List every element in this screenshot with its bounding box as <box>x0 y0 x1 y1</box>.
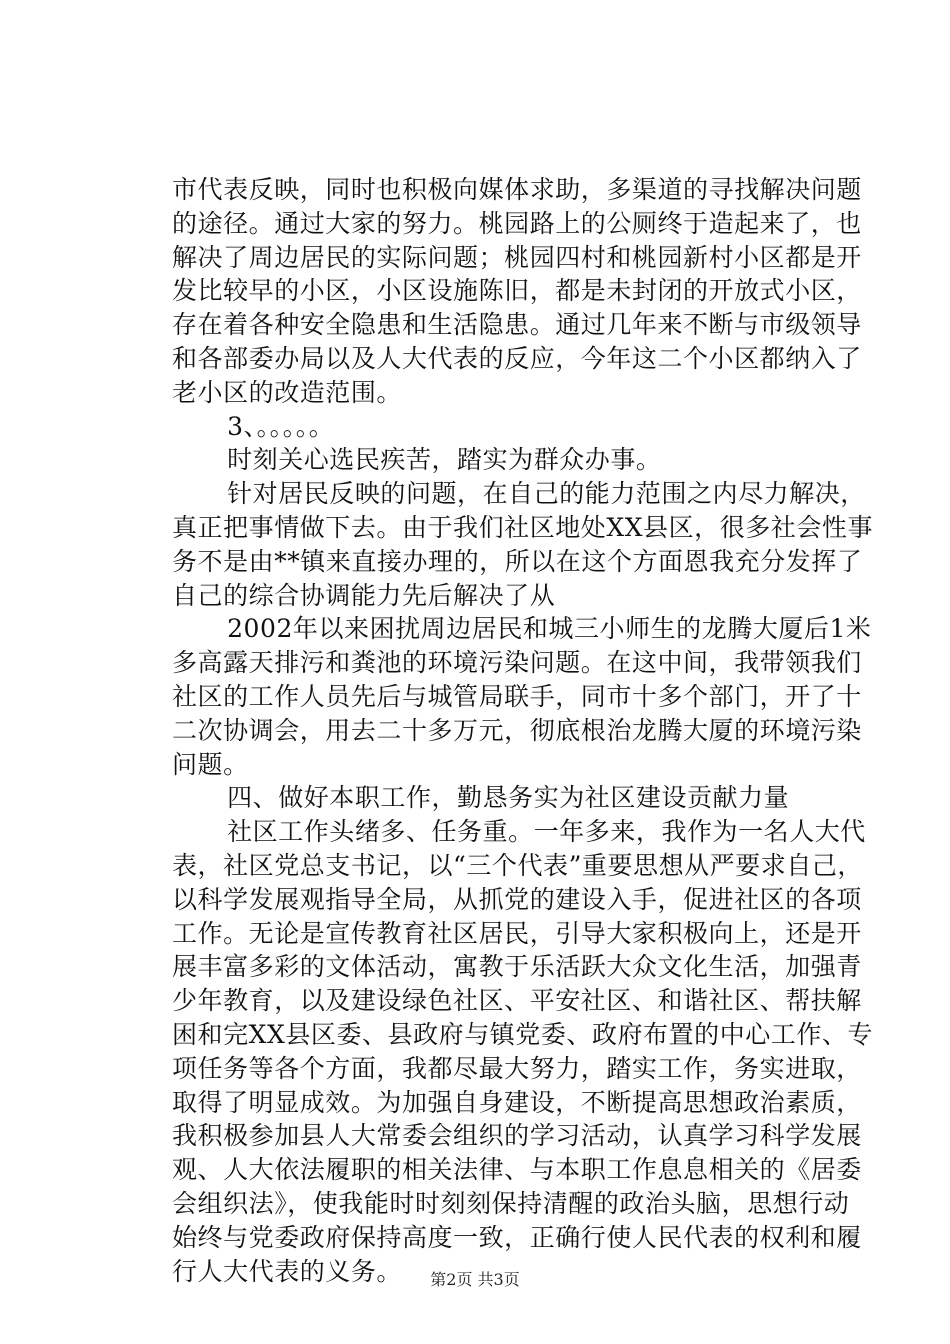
text-line: 二次协调会，用去二十多万元，彻底根治龙腾大厦的环境污染 <box>172 715 862 745</box>
text-line: 少年教育，以及建设绿色社区、平安社区、和谐社区、帮扶解 <box>172 986 862 1016</box>
text-line: 社区工作头绪多、任务重。一年多来，我作为一名人大代 <box>176 817 866 847</box>
text-line: 困和完XX县区委、县政府与镇党委、政府布置的中心工作、专 <box>172 1019 873 1049</box>
text-line: 真正把事情做下去。由于我们社区地处XX县区，很多社会性事 <box>172 512 873 542</box>
text-line: 发比较早的小区，小区设施陈旧，都是未封闭的开放式小区， <box>172 276 862 306</box>
text-line: 和各部委办局以及人大代表的反应，今年这二个小区都纳入了 <box>172 343 862 373</box>
text-line: 社区的工作人员先后与城管局联手，同市十多个部门，开了十 <box>172 681 862 711</box>
text-line: 务不是由**镇来直接办理的，所以在这个方面恩我充分发挥了 <box>172 546 863 576</box>
text-line: 表，社区党总支书记，以“三个代表”重要思想从严要求自己， <box>172 850 863 880</box>
text-line: 展丰富多彩的文体活动，寓教于乐活跃大众文化生活，加强青 <box>172 952 862 982</box>
text-line: 项任务等各个方面，我都尽最大努力，踏实工作，务实进取， <box>172 1053 862 1083</box>
text-line: 3、。。。。。 <box>176 411 335 441</box>
section-heading: 四、做好本职工作，勤恳务实为社区建设贡献力量 <box>176 783 790 813</box>
text-line: 始终与党委政府保持高度一致，正确行使人民代表的权利和履 <box>172 1222 862 1252</box>
text-line: 会组织法》，使我能时时刻刻保持清醒的政治头脑，思想行动 <box>172 1188 850 1218</box>
text-line: 市代表反映，同时也积极向媒体求助，多渠道的寻找解决问题 <box>172 175 862 204</box>
text-line: 我积极参加县人大常委会组织的学习活动，认真学习科学发展 <box>172 1121 862 1151</box>
text-line: 时刻关心选民疾苦，踏实为群众办事。 <box>176 445 662 475</box>
text-line: 针对居民反映的问题，在自己的能力范围之内尽力解决， <box>176 479 866 509</box>
text-line: 2002年以来困扰周边居民和城三小师生的龙腾大厦后1米 <box>176 614 872 644</box>
text-line: 以科学发展观指导全局，从抓党的建设入手，促进社区的各项 <box>172 884 862 914</box>
text-line: 行人大代表的义务。 <box>172 1256 402 1286</box>
text-line: 工作。无论是宣传教育社区居民，引导大家积极向上，还是开 <box>172 918 862 948</box>
text-line: 观、人大依法履职的相关法律、与本职工作息息相关的《居委 <box>172 1155 862 1185</box>
text-line: 取得了明显成效。为加强自身建设，不断提高思想政治素质， <box>172 1087 862 1117</box>
text-line: 自己的综合协调能力先后解决了从 <box>172 580 556 610</box>
text-line: 多高露天排污和粪池的环境污染问题。在这中间，我带领我们 <box>172 648 862 678</box>
page-number-footer: 第2页 共3页 <box>430 1270 520 1289</box>
text-line: 存在着各种安全隐患和生活隐患。通过几年来不断与市级领导 <box>172 310 862 340</box>
text-line: 的途径。通过大家的努力。桃园路上的公厕终于造起来了，也 <box>172 208 862 238</box>
text-line: 解决了周边居民的实际问题；桃园四村和桃园新村小区都是开 <box>172 242 862 272</box>
text-line: 老小区的改造范围。 <box>172 377 402 407</box>
text-line: 问题。 <box>172 749 249 779</box>
document-body <box>172 173 873 1288</box>
